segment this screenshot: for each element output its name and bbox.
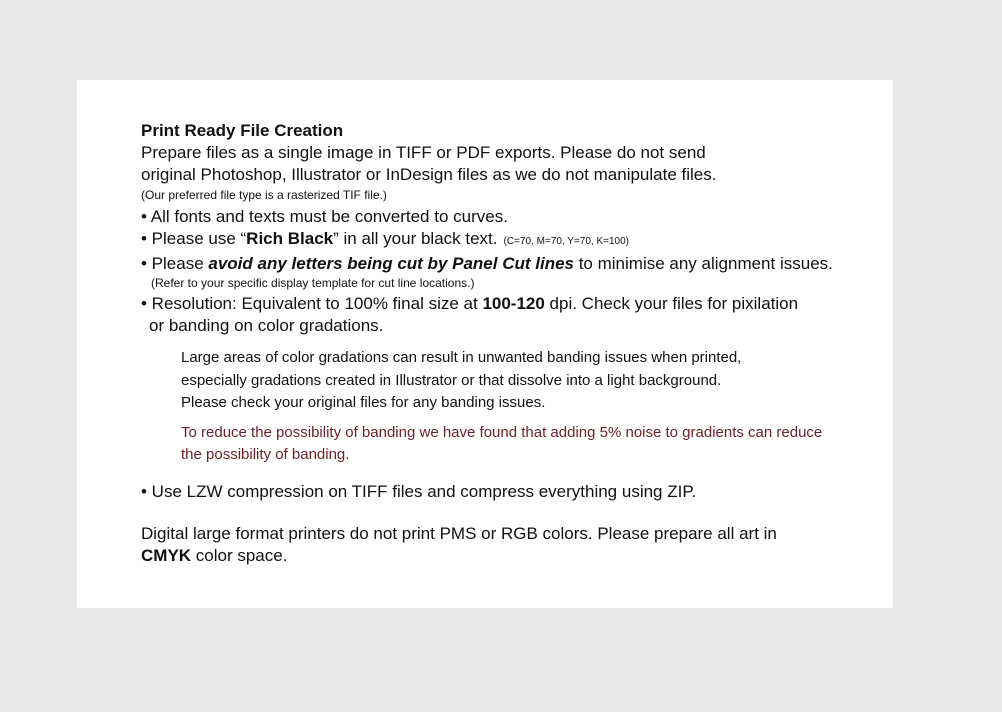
banding-info-line-1: Large areas of color gradations can result in unwanted banding issues when printed, [181,349,742,366]
rich-black-cmyk-values: (C=70, M=70, Y=70, K=100) [503,236,629,247]
rich-black-term: Rich Black [246,229,334,248]
intro-line-1: Prepare files as a single image in TIFF or PDF exports. Please do not send [141,143,706,162]
bullet-rich-black-post: ” in all your black text. [333,229,498,248]
bullet-rich-black-pre: • Please use “ [141,229,247,248]
banding-tip-line-2: the possibility of banding. [181,446,350,463]
document-content [141,120,861,567]
cut-line-template-note: (Refer to your specific display template for cut line locations.) [151,276,475,290]
intro-line-2: original Photoshop, Illustrator or InDesign files as we do not manipulate files. [141,165,717,184]
cmyk-line-2-post: color space. [191,545,288,565]
document-title: Print Ready File Creation [141,121,344,140]
banding-info-line-3: Please check your original files for any banding issues. [181,394,546,411]
bullet-resolution-post: dpi. Check your files for pixilation [544,294,799,313]
document-card [77,80,893,608]
bullet-cut-lines [141,253,861,275]
banding-tip-block [181,422,861,467]
banding-tip-line-1: To reduce the possibility of banding we have found that adding 5% noise to gradients can reduce [181,423,823,441]
bullet-cut-lines-pre: • Please [141,254,209,273]
cmyk-paragraph [141,523,861,567]
cmyk-line-2 [141,545,861,567]
bullet-resolution-pre: • Resolution: Equivalent to 100% final size at [141,294,483,313]
resolution-dpi-value: 100-120 [482,294,545,313]
banding-info-line-2: especially gradations created in Illustrator or that dissolve into a light background. [181,371,722,389]
cmyk-term: CMYK [141,545,192,565]
bullet-fonts-curves: • All fonts and texts must be converted to curves. [141,207,508,226]
preferred-file-note: (Our preferred file type is a rasterized TIF file.) [141,188,387,202]
bullet-resolution-line-2: or banding on color gradations. [149,316,384,335]
banding-info-block [181,347,861,415]
bullet-lzw-compression: • Use LZW compression on TIFF files and compress everything using ZIP. [141,481,697,501]
cut-lines-emphasis: avoid any letters being cut by Panel Cut lines [208,254,574,273]
bullet-rich-black [141,228,861,253]
cmyk-line-1: Digital large format printers do not print PMS or RGB colors. Please prepare all art in [141,523,777,543]
bullet-resolution [141,293,861,337]
bullet-cut-lines-post: to minimise any alignment issues. [573,254,833,273]
intro-paragraph [141,142,861,186]
